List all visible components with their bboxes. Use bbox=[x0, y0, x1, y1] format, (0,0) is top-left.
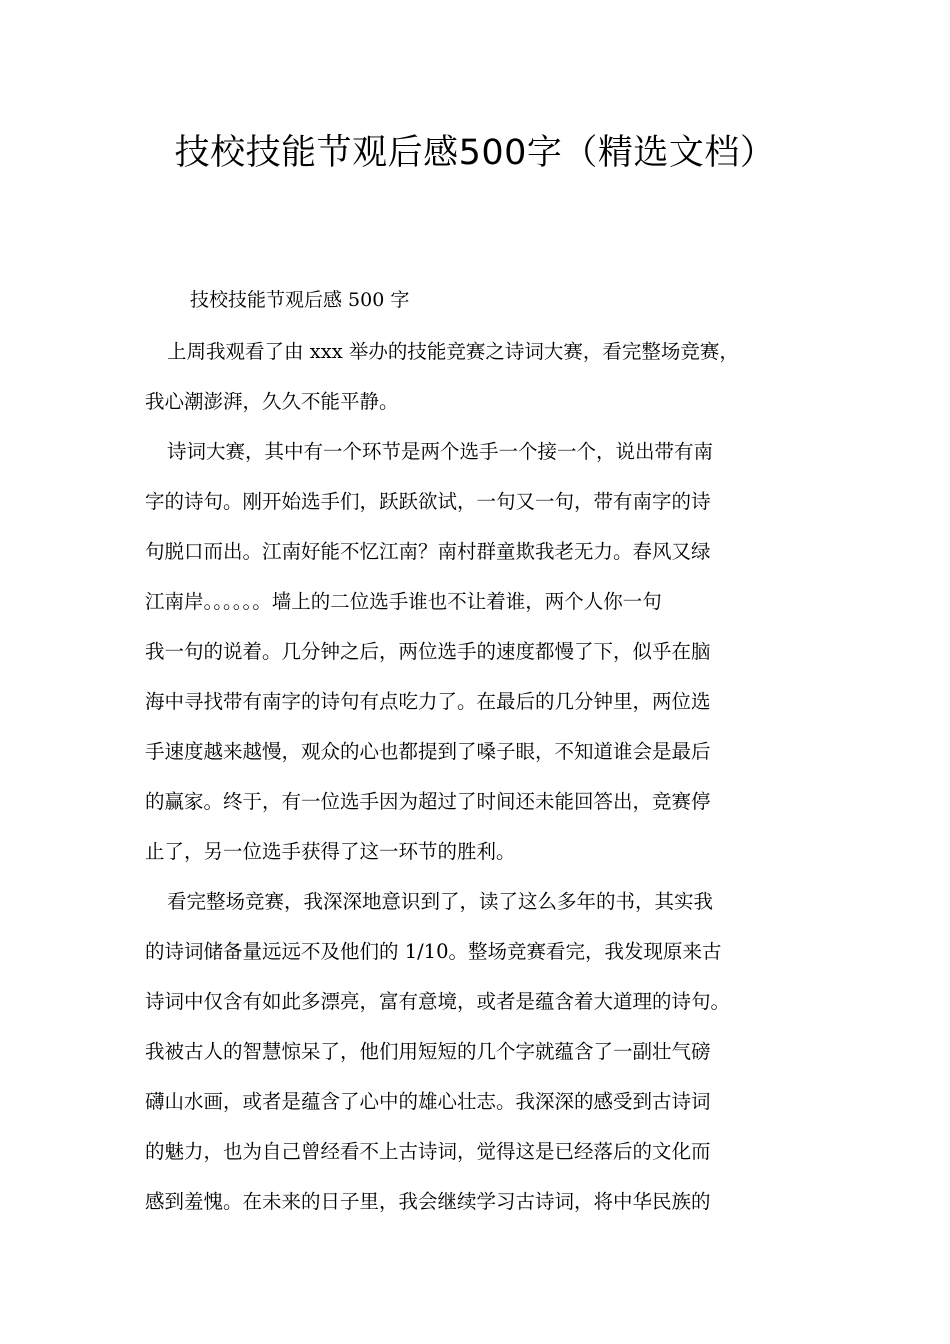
document-subtitle: 技校技能节观后感 500 字 bbox=[190, 289, 410, 311]
paragraph-2-line-4: 江南岸。。。。。。墙上的二位选手谁也不让着谁，两个人你一句 bbox=[145, 590, 662, 613]
paragraph-1-line-2: 我心潮澎湃，久久不能平静。 bbox=[145, 390, 399, 413]
paragraph-2-line-7: 手速度越来越慢，观众的心也都提到了嗓子眼，不知道谁会是最后 bbox=[145, 740, 711, 763]
paragraph-3-line-4: 我被古人的智慧惊呆了，他们用短短的几个字就蕴含了一副壮气磅 bbox=[145, 1040, 711, 1063]
paragraph-3-line-3: 诗词中仅含有如此多漂亮，富有意境，或者是蕴含着大道理的诗句。 bbox=[145, 990, 731, 1013]
paragraph-3-line-7: 感到羞愧。在未来的日子里，我会继续学习古诗词，将中华民族的 bbox=[145, 1190, 711, 1213]
paragraph-3-line-2: 的诗词储备量远远不及他们的 1/10。整场竞赛看完，我发现原来古 bbox=[145, 940, 722, 963]
paragraph-3-line-5: 礴山水画，或者是蕴含了心中的雄心壮志。我深深的感受到古诗词 bbox=[145, 1090, 711, 1113]
paragraph-2-line-3: 句脱口而出。江南好能不忆江南？南村群童欺我老无力。春风又绿 bbox=[145, 540, 711, 563]
paragraph-2-line-8: 的赢家。终于，有一位选手因为超过了时间还未能回答出，竞赛停 bbox=[145, 790, 711, 813]
paragraph-2-line-1: 诗词大赛，其中有一个环节是两个选手一个接一个，说出带有南 bbox=[167, 440, 714, 463]
paragraph-2-line-6: 海中寻找带有南字的诗句有点吃力了。在最后的几分钟里，两位选 bbox=[145, 690, 711, 713]
paragraph-3-line-1: 看完整场竞赛，我深深地意识到了，读了这么多年的书，其实我 bbox=[167, 890, 714, 913]
document-title: 技校技能节观后感500字（精选文档） bbox=[174, 133, 776, 173]
paragraph-2-line-5: 我一句的说着。几分钟之后，两位选手的速度都慢了下，似乎在脑 bbox=[145, 640, 711, 663]
paragraph-2-line-9: 止了，另一位选手获得了这一环节的胜利。 bbox=[145, 840, 516, 863]
paragraph-3-line-6: 的魅力，也为自己曾经看不上古诗词，觉得这是已经落后的文化而 bbox=[145, 1140, 711, 1163]
paragraph-1-line-1: 上周我观看了由 xxx 举办的技能竞赛之诗词大赛，看完整场竞赛， bbox=[167, 340, 739, 363]
paragraph-2-line-2: 字的诗句。刚开始选手们，跃跃欲试，一句又一句，带有南字的诗 bbox=[145, 490, 711, 513]
